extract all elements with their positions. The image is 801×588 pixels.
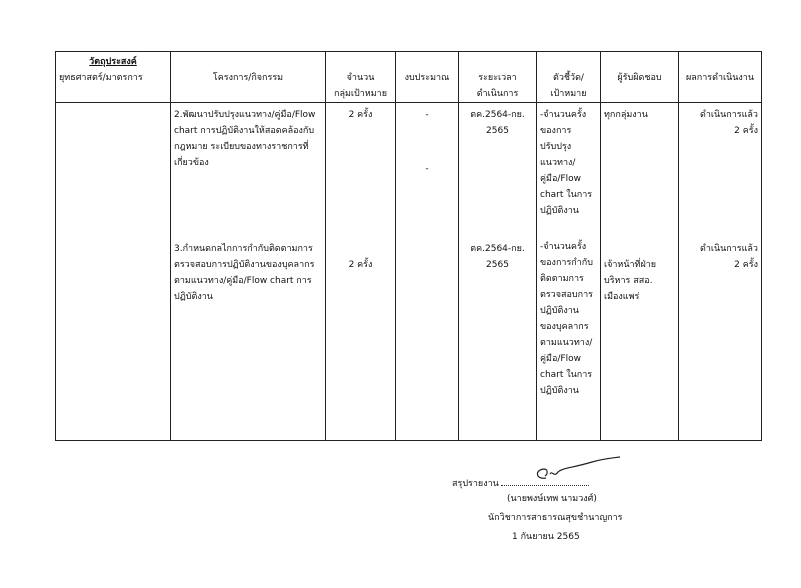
- header-period-line2: ดำเนินการ: [476, 89, 519, 99]
- project-line: เกี่ยวข้อง: [174, 158, 209, 168]
- header-result-label: ผลการดำเนินงาน: [685, 73, 754, 83]
- result-item: [682, 103, 758, 139]
- responsible-line: บริหาร สสอ.: [604, 276, 653, 286]
- indicator-line: ของบุคลากร: [540, 322, 589, 332]
- header-indicator-line1: ตัวชี้วัด/: [553, 73, 584, 83]
- header-project: [171, 52, 326, 103]
- project-line: ปฏิบัติงาน: [174, 292, 213, 302]
- reporter-position: นักวิชาการสาธารณสุขชำนาญการ: [488, 513, 623, 523]
- responsible-line: ทุกกลุ่มงาน: [604, 110, 648, 120]
- header-period: [459, 52, 537, 103]
- objective-subtitle: ยุทธศาสตร์/มาตรการ: [59, 73, 143, 83]
- budget-cell: [396, 103, 459, 441]
- indicator-line: ติดตามการ: [540, 274, 584, 284]
- project-line: ตรวจสอบการปฏิบัติงานของบุคลากร: [174, 260, 315, 270]
- header-objective: [56, 52, 171, 103]
- reporter-line: [452, 476, 589, 490]
- reporter-label: สรุปรายงาน: [452, 479, 499, 489]
- result-line: ดำเนินการแล้ว: [700, 244, 758, 254]
- objective-title: วัตถุประสงค์: [89, 57, 137, 67]
- header-row: [56, 52, 762, 103]
- indicator-line: -จำนวนครั้ง: [540, 242, 587, 252]
- header-indicator: [537, 52, 601, 103]
- responsible-line: เจ้าหน้าที่ฝ่าย: [604, 260, 657, 270]
- project-item-3: [174, 241, 322, 305]
- indicator-item: [540, 239, 597, 399]
- header-target-line2: กลุ่มเป้าหมาย: [334, 89, 387, 99]
- indicator-line: ปฏิบัติงาน: [540, 306, 579, 316]
- result-line: ดำเนินการแล้ว: [700, 110, 758, 120]
- indicator-line: -จำนวนครั้ง: [540, 110, 587, 120]
- header-responsible: [601, 52, 679, 103]
- project-line: กฎหมาย ระเบียบของทางราชการที่: [174, 142, 309, 152]
- header-project-label: โครงการ/กิจกรรม: [212, 73, 284, 83]
- header-budget: [396, 52, 459, 103]
- header-result: [679, 52, 762, 103]
- indicator-line: ปรับปรุง: [540, 142, 572, 152]
- indicator-line: ปฏิบัติงาน: [540, 386, 579, 396]
- report-table: [55, 51, 762, 441]
- budget-mark: -: [425, 164, 429, 174]
- indicator-cell: [537, 103, 601, 441]
- reporter-name: (นายพงษ์เทพ นามวงศ์): [507, 494, 597, 504]
- objective-cell: [56, 103, 171, 441]
- indicator-line: แนวทาง/: [540, 158, 576, 168]
- period-line: ตค.2564-กย.: [470, 110, 525, 120]
- header-budget-label: งบประมาณ: [404, 73, 450, 83]
- signature-dotted-line: [501, 477, 589, 486]
- responsible-cell: [601, 103, 679, 441]
- header-target-line1: จำนวน: [346, 73, 375, 83]
- indicator-line: ของการกำกับ: [540, 258, 593, 268]
- project-cell: [171, 103, 326, 441]
- project-item-2: [174, 103, 322, 171]
- header-target: [326, 52, 396, 103]
- header-indicator-line2: เป้าหมาย: [550, 89, 587, 99]
- table-row: [56, 103, 762, 441]
- target-value: 2 ครั้ง: [348, 110, 373, 120]
- indicator-line: ของการ: [540, 126, 572, 136]
- budget-mark: -: [425, 110, 429, 120]
- target-cell: [326, 103, 396, 441]
- report-date: 1 กันยายน 2565: [512, 532, 580, 542]
- period-cell: [459, 103, 537, 441]
- result-line: 2 ครั้ง: [734, 126, 758, 136]
- project-line: 2.พัฒนาปรับปรุงแนวทาง/คู่มือ/Flow: [174, 110, 316, 120]
- indicator-line: chart ในการ: [540, 190, 593, 200]
- period-line: 2565: [486, 260, 509, 270]
- result-cell: [679, 103, 762, 441]
- period-line: ตค.2564-กย.: [470, 244, 525, 254]
- responsible-line: เมืองแพร่: [604, 292, 640, 302]
- indicator-line: คู่มือ/Flow: [540, 174, 581, 184]
- indicator-line: คู่มือ/Flow: [540, 354, 581, 364]
- project-line: 3.กำหนดกลไกการกำกับติดตามการ: [174, 244, 313, 254]
- target-value: 2 ครั้ง: [348, 260, 373, 270]
- indicator-item: [540, 103, 597, 219]
- project-line: chart การปฏิบัติงานให้สอดคล้องกับ: [174, 126, 315, 136]
- indicator-line: ตามแนวทาง/: [540, 338, 593, 348]
- indicator-line: chart ในการ: [540, 370, 593, 380]
- project-line: ตามแนวทาง/คู่มือ/Flow chart การ: [174, 276, 312, 286]
- indicator-line: ปฏิบัติงาน: [540, 206, 579, 216]
- period-item: [462, 103, 533, 139]
- indicator-line: ตรวจสอบการ: [540, 290, 593, 300]
- header-period-line1: ระยะเวลา: [478, 73, 517, 83]
- period-line: 2565: [486, 126, 509, 136]
- result-line: 2 ครั้ง: [734, 260, 758, 270]
- header-responsible-label: ผู้รับผิดชอบ: [617, 73, 662, 83]
